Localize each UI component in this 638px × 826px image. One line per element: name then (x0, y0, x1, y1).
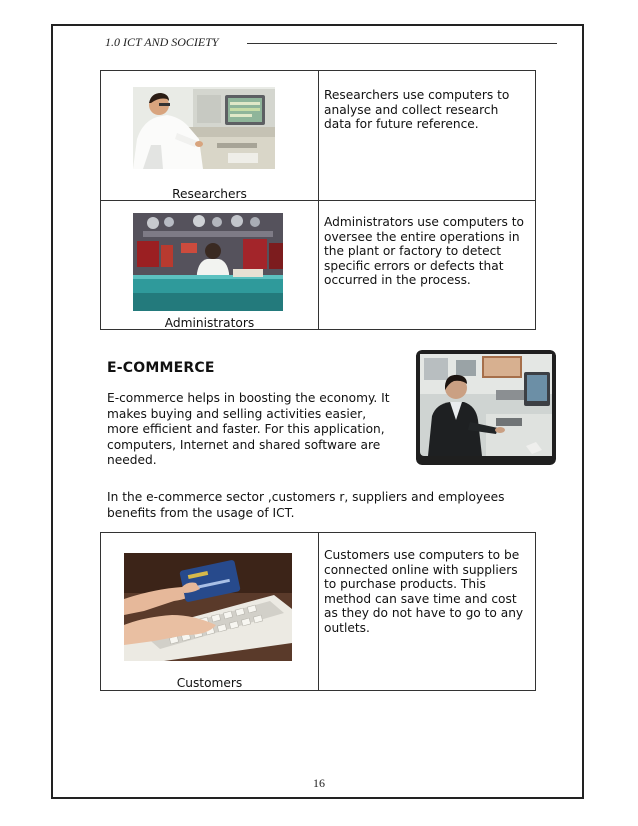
header-title: 1.0 ICT AND SOCIETY (105, 35, 219, 49)
researchers-description: Researchers use computers to analyse and collect research data for future reference. (324, 88, 510, 132)
researcher-photo (133, 87, 275, 169)
businessman-image (416, 350, 556, 465)
administrators-description: Administrators use computers to oversee the entire operations in the plant or factory to detect specific errors or defects that occurred in the process. (324, 215, 524, 288)
researcher-image (133, 87, 275, 169)
administrators-caption: Administrators (164, 316, 255, 330)
administrator-image (133, 213, 283, 311)
table-column-divider (318, 533, 319, 690)
ecommerce-sector-text: In the e-commerce sector ,customers r, suppliers and employees benefits from the usage of ICT. (107, 490, 505, 520)
customers-description: Customers use computers to be connected online with suppliers to purchase products. This method can save time and cost as they do not have to go to any outlets. (324, 548, 524, 635)
ecommerce-photo (416, 350, 556, 465)
page-number: 16 (313, 776, 325, 790)
header-rule (247, 43, 557, 44)
ecommerce-heading: E-COMMERCE (107, 360, 215, 376)
credit-card-keyboard-image (124, 553, 292, 661)
customers-table (100, 532, 536, 691)
occupations-table (100, 70, 536, 330)
customers-caption: Customers (176, 676, 243, 690)
ecommerce-paragraph: E-commerce helps in boosting the economy. It makes buying and selling activities easier, more efficient and faster. For this application, computers, Internet and shared software are needed. (107, 391, 390, 467)
administrator-photo (133, 213, 283, 311)
customer-photo (124, 553, 292, 661)
researchers-caption: Researchers (172, 187, 247, 201)
